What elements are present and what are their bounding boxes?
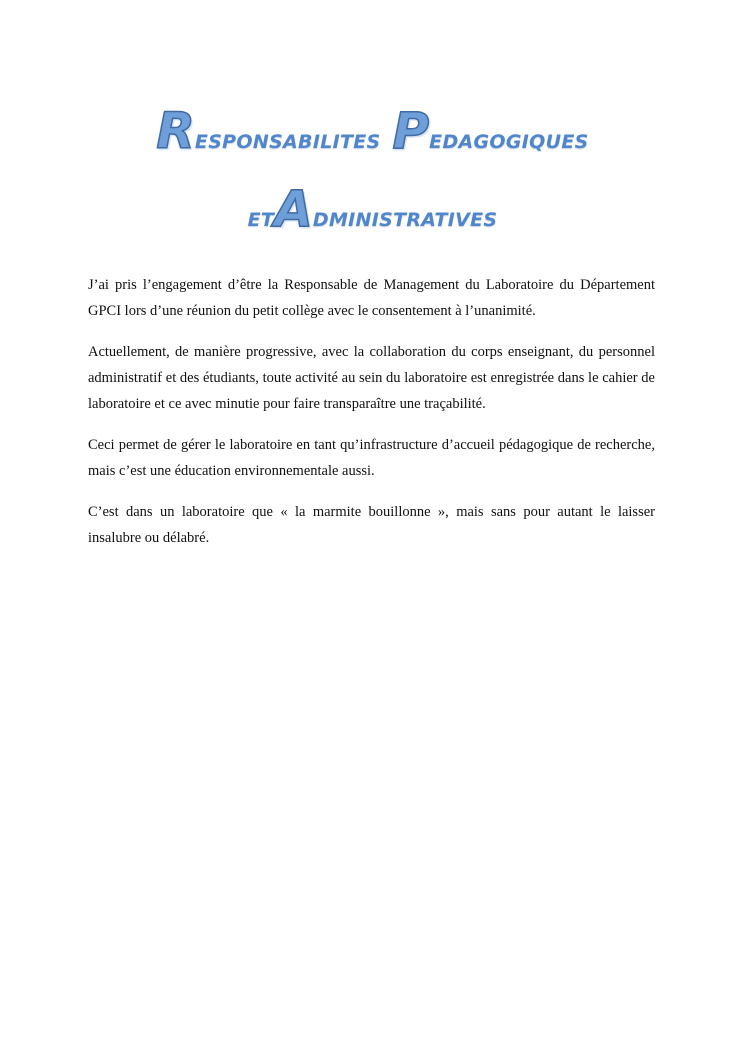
paragraph-actuellement: Actuellement, de manière progressive, avec la collaboration du corps enseignant, du personnel administratif et des étudiants, toute activité au sein du laboratoire est enregistrée dans le cahier de laboratoire et ce avec minutie pour faire transparaître une traçabilité.	[88, 344, 655, 412]
title-initial-p: P	[392, 102, 430, 160]
title-word-et: ET	[247, 209, 275, 231]
title-word-responsabilites: ESPONSABILITES	[194, 131, 381, 153]
paragraph-engagement: J’ai pris l’engagement d’être la Responsable de Management du Laboratoire du Département GPCI lors d’une réunion du petit collège avec le consentement à l’unanimité.	[88, 277, 655, 319]
title-line-2	[0, 180, 745, 238]
paragraph-infrastructure: Ceci permet de gérer le laboratoire en tant qu’infrastructure d’accueil pédagogique de recherche, mais c’est une éducation environnementale aussi.	[88, 437, 655, 479]
title-initial-r: R	[156, 102, 195, 160]
title-word-pedagogiques: EDAGOGIQUES	[429, 131, 589, 153]
paragraph-marmite: C’est dans un laboratoire que « la marmite bouillonne », mais sans pour autant le laisser insalubre ou délabré.	[88, 504, 655, 546]
title-word-administratives: DMINISTRATIVES	[312, 209, 498, 231]
body-text	[88, 272, 655, 566]
title-initial-a: A	[274, 180, 313, 238]
title-line-1	[0, 102, 745, 160]
